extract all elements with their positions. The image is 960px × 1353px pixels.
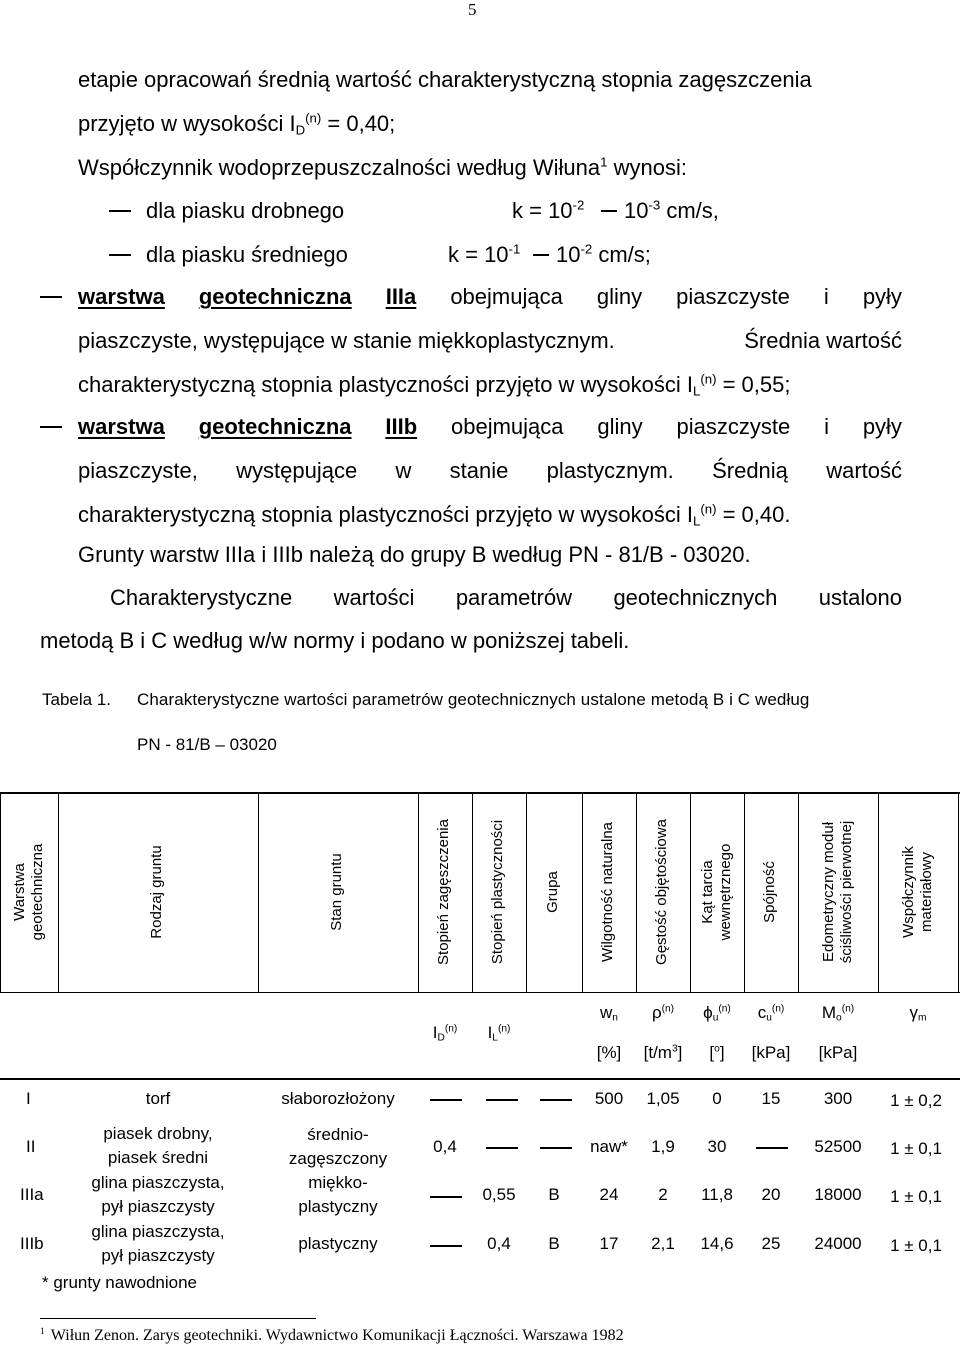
row-il: 0,55 xyxy=(482,1185,516,1204)
row-cu: 20 xyxy=(761,1185,781,1204)
empty-dash xyxy=(486,1099,518,1101)
header-wspolczynnik: Współczynnik materiałowy xyxy=(900,846,935,938)
paragraph-line: piaszczyste, występujące w stanie miękkoplastycznym. Średnia wartość xyxy=(78,328,902,353)
empty-dash xyxy=(430,1099,462,1101)
row-phi: 30 xyxy=(707,1137,727,1156)
row-grupa: B xyxy=(548,1234,560,1253)
row-soil: glina piaszczysta, xyxy=(91,1173,225,1192)
list-dash xyxy=(601,210,617,212)
list-dash xyxy=(109,254,131,256)
paragraph-line: Charakterystyczne wartości parametrów geotechnicznych ustalono xyxy=(110,585,902,610)
list-dash xyxy=(109,210,131,212)
row-mo: 300 xyxy=(823,1089,853,1108)
header-stan-gruntu: Stan gruntu xyxy=(328,853,345,931)
symbol-phi: $\phi_u^{(n)}$ xyxy=(703,1003,731,1024)
table-border xyxy=(0,992,960,993)
header-gestosc: Gęstość objętościowa xyxy=(653,819,670,965)
row-soil: pył piaszczysty xyxy=(101,1246,215,1265)
unit-wn: [%] xyxy=(596,1043,622,1062)
empty-dash xyxy=(540,1099,572,1101)
table-border xyxy=(690,792,691,992)
list-dash xyxy=(533,254,549,256)
row-wn: 24 xyxy=(599,1185,619,1204)
symbol-gamma: $\gamma_m$ xyxy=(909,1003,927,1024)
header-wilgotnosc: Wilgotność naturalna xyxy=(599,821,616,963)
paragraph-line: warstwa geotechniczna IIIb obejmująca gliny piaszczyste i pyły xyxy=(78,414,902,439)
table-border xyxy=(472,792,473,992)
row-state: miękko- xyxy=(308,1173,368,1192)
paragraph-line: Współczynnik wodoprzepuszczalności według Wiłuna$^1$ wynosi: xyxy=(78,154,687,180)
row-il: 0,4 xyxy=(487,1234,511,1253)
paragraph-line: metodą B i C według w/w normy i podano w poniższej tabeli. xyxy=(40,628,630,653)
row-state: plastyczny xyxy=(298,1234,378,1253)
unit-cu: [kPa] xyxy=(751,1043,791,1062)
row-rho: 2 xyxy=(658,1185,668,1204)
row-mo: 18000 xyxy=(814,1185,862,1204)
empty-dash xyxy=(430,1245,462,1247)
page-number: 5 xyxy=(468,0,477,19)
empty-dash xyxy=(430,1196,462,1198)
header-stopien-plastycznosci: Stopień plastyczności xyxy=(489,819,506,965)
footnote-separator xyxy=(40,1318,316,1319)
empty-dash xyxy=(486,1147,518,1149)
symbol-rho: $\rho^{(n)}$ xyxy=(651,1003,675,1022)
row-soil: torf xyxy=(145,1089,171,1108)
table-border xyxy=(526,792,527,992)
row-soil: pył piaszczysty xyxy=(101,1197,215,1216)
row-state: zagęszczony xyxy=(288,1149,388,1168)
header-rodzaj-gruntu: Rodzaj gruntu xyxy=(148,845,165,939)
paragraph-line: piaszczyste, występujące w stanie plastycznym. Średnią wartość xyxy=(78,458,902,483)
row-soil: piasek drobny, xyxy=(103,1124,213,1143)
row-gamma: 1 ± 0,1 xyxy=(890,1187,942,1206)
header-edometryczny: Edometryczny moduł ściśliwości pierwotnej xyxy=(820,820,855,964)
table-caption: Charakterystyczne wartości parametrów geotechnicznych ustalone metodą B i C według xyxy=(137,690,810,709)
row-wn: 500 xyxy=(594,1089,624,1108)
row-id: 0,4 xyxy=(433,1137,457,1156)
list-dash xyxy=(40,426,62,428)
row-gamma: 1 ± 0,2 xyxy=(890,1091,942,1110)
symbol-wn: $w_n$ xyxy=(600,1003,618,1024)
unit-phi: [$^o$] xyxy=(709,1043,725,1062)
paragraph-line: etapie opracowań średnią wartość charakterystyczną stopnia zagęszczenia xyxy=(78,67,812,92)
row-phi: 11,8 xyxy=(701,1185,733,1204)
list-dash xyxy=(40,296,62,298)
row-state: średnio- xyxy=(307,1125,369,1144)
symbol-mo: $M_o^{(n)}$ xyxy=(821,1003,855,1024)
table-border xyxy=(878,792,879,992)
table-border xyxy=(744,792,745,992)
paragraph-line: warstwa geotechniczna IIIa obejmująca gliny piaszczyste i pyły xyxy=(78,284,902,309)
table-border xyxy=(636,792,637,992)
row-layer: IIIb xyxy=(20,1234,44,1253)
row-mo: 24000 xyxy=(814,1234,862,1253)
row-phi: 14,6 xyxy=(700,1234,734,1253)
header-grupa: Grupa xyxy=(544,871,561,913)
table-border xyxy=(958,792,959,992)
paragraph-line: Grunty warstw IIIa i IIIb należą do grupy B według PN - 81/B - 03020. xyxy=(78,542,751,567)
symbol-il: $I_L^{(n)}$ xyxy=(487,1023,511,1044)
row-gamma: 1 ± 0,1 xyxy=(890,1236,942,1255)
symbol-cu: $c_u^{(n)}$ xyxy=(757,1003,785,1024)
row-grupa: B xyxy=(548,1185,560,1204)
table-border xyxy=(418,792,419,992)
header-kat-tarcia: Kąt tarcia wewnętrznego xyxy=(699,843,734,941)
row-mo: 52500 xyxy=(814,1137,862,1156)
header-stopien-zageszczenia: Stopień zagęszczenia xyxy=(435,819,452,965)
list-item-value: $k = 10^{-1}$ xyxy=(448,241,521,267)
row-state: słaborozłożony xyxy=(281,1089,395,1108)
table-border xyxy=(258,792,259,992)
unit-mo: [kPa] xyxy=(818,1043,858,1062)
table-border xyxy=(798,792,799,992)
list-item-label: dla piasku średniego xyxy=(146,242,348,267)
row-layer: IIIa xyxy=(20,1185,44,1204)
row-layer: I xyxy=(26,1089,31,1108)
list-item-label: dla piasku drobnego xyxy=(146,198,345,223)
unit-rho: $[t/m^3]$ xyxy=(643,1043,683,1062)
header-spojnosc: Spójność xyxy=(761,861,778,923)
row-rho: 2,1 xyxy=(651,1234,675,1253)
row-gamma: 1 ± 0,1 xyxy=(890,1139,942,1158)
row-layer: II xyxy=(26,1137,36,1156)
row-cu: 15 xyxy=(761,1089,781,1108)
row-rho: 1,9 xyxy=(651,1137,675,1156)
list-item-value: $k = 10^{-2}$ xyxy=(512,197,585,223)
paragraph-line: charakterystyczną stopnia plastyczności przyjęto w wysokości $I_L^{(n)} = 0,55$; xyxy=(78,371,791,399)
symbol-id: $I_D^{(n)}$ xyxy=(432,1023,458,1044)
row-wn: 17 xyxy=(599,1234,619,1253)
empty-dash xyxy=(540,1147,572,1149)
row-soil: glina piaszczysta, xyxy=(91,1222,225,1241)
row-wn: naw* xyxy=(590,1137,628,1156)
table-border xyxy=(582,792,583,992)
table-note: * grunty nawodnione xyxy=(42,1273,198,1292)
paragraph-line: charakterystyczną stopnia plastyczności przyjęto w wysokości $I_L^{(n)} = 0,40$. xyxy=(78,501,791,529)
row-rho: 1,05 xyxy=(646,1089,680,1108)
row-phi: 0 xyxy=(712,1089,722,1108)
footnote: $^1$ Wiłun Zenon. Zarys geotechniki. Wydawnictwo Komunikacji Łączności. Warszawa 1982 xyxy=(40,1325,624,1344)
list-item-value: $10^{-2}$ cm/s; xyxy=(556,241,651,267)
header-warstwa: Warstwa geotechniczna xyxy=(11,843,46,941)
row-cu: 25 xyxy=(761,1234,781,1253)
list-item-value: $10^{-3}$ cm/s, xyxy=(624,197,719,223)
table-caption: PN - 81/B – 03020 xyxy=(137,735,277,754)
table-border xyxy=(0,792,1,992)
paragraph-line: przyjęto w wysokości $I_D^{(n)} = 0,40$; xyxy=(78,110,396,138)
row-soil: piasek średni xyxy=(107,1148,209,1167)
table-caption-label: Tabela 1. xyxy=(42,690,111,709)
table-border xyxy=(58,792,59,992)
row-state: plastyczny xyxy=(298,1197,378,1216)
table-border xyxy=(0,1078,960,1080)
empty-dash xyxy=(756,1147,788,1149)
table-border xyxy=(0,792,960,794)
